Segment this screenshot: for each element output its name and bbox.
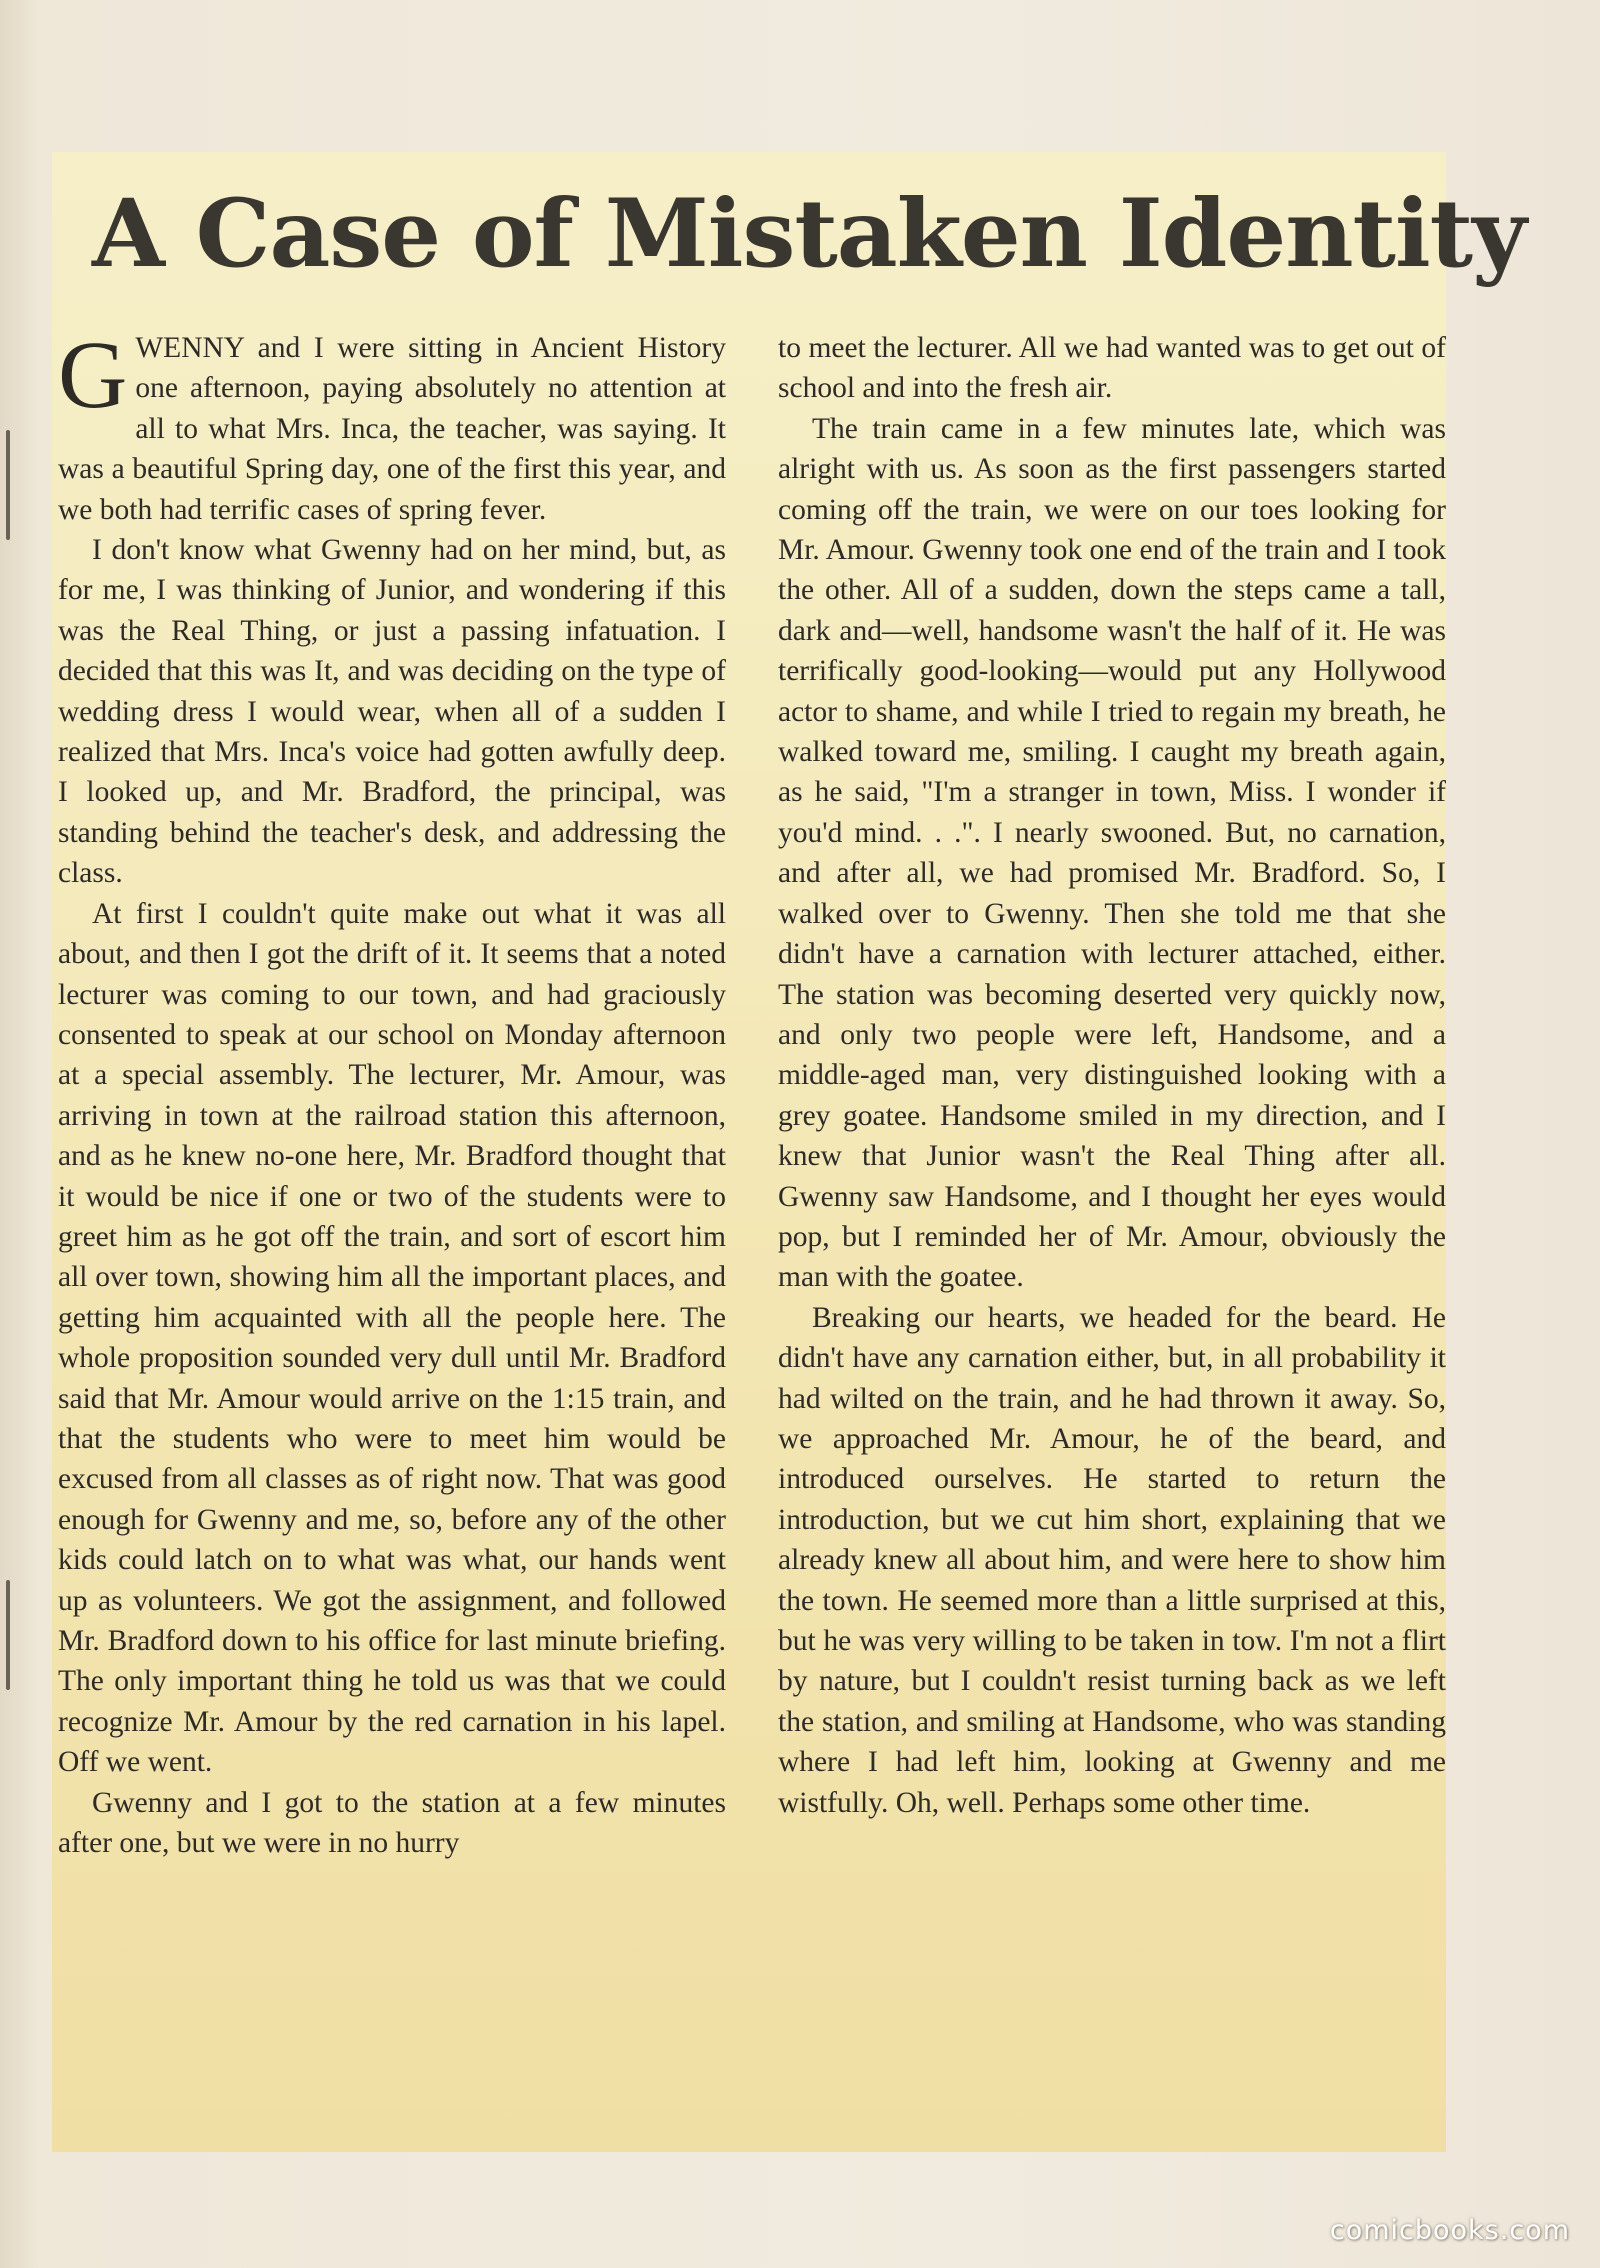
paragraph: Gwenny and I got to the station at a few minutes after one, but we were in no hurry (58, 1786, 726, 1860)
article-body (52, 321, 1446, 2138)
drop-cap: G (58, 321, 128, 428)
paragraph: At first I couldn't quite make out what it was all about, and then I got the drift of it. It seems that a noted lecturer was coming to our town, and had graciously consented to speak at our school on Monday afternoon at a special assembly. The lecturer, Mr. Amour, was arriving in town at the railroad station this afternoon, and as he knew no-one here, Mr. Bradford thought that it would be nice if one or two of the students were to greet him as he got off the train, and sort of escort him all over town, showing him all the important places, and getting him acquainted with all the people here. The whole proposition sounded very dull until Mr. Bradford said that Mr. Amour would arrive on the 1:15 train, and that the students who were to meet him would be excused from all classes as of right now. That was good enough for Gwenny and me, so, before any of the other kids could latch on to what was what, our hands went up as volunteers. We got the assignment, and followed Mr. Bradford down to his office for last minute briefing. The only important thing he told us was that we could recognize Mr. Amour by the red carnation in his lapel. Off we went. (58, 897, 726, 1779)
paragraph: I don't know what Gwenny had on her mind, but, as for me, I was thinking of Junior, and wondering if this was the Real Thing, or just a passing infatuation. I decided that this was It, and was deciding on the type of wedding dress I would wear, when all of a sudden I realized that Mrs. Inca's voice had gotten awfully deep. I looked up, and Mr. Bradford, the principal, was standing behind the teacher's desk, and addressing the class. (58, 534, 726, 890)
article-title: A Case of Mistaken Identity (92, 179, 1526, 289)
watermark: comicbooks.com (1329, 2215, 1570, 2246)
article-panel (52, 152, 1526, 2152)
paragraph: Breaking our hearts, we headed for the beard. He didn't have any carnation either, but, in all probability it had wilted on the train, and he had thrown it away. So, we approached Mr. Amour, he of the beard, and introduced ourselves. He started to return the introduction, but we cut him short, explaining that we already knew all about him, and were here to show him the town. He seemed more than a little surprised at this, but he was very willing to be taken in tow. I'm not a flirt by nature, but I couldn't resist turning back as we left the station, and smiling at Handsome, who was standing where I had left him, looking at Gwenny and me wistfully. Oh, well. Perhaps some other time. (778, 1301, 1446, 1819)
column-left (58, 321, 726, 1863)
paragraph (58, 321, 726, 530)
column-right (778, 328, 1446, 1823)
paragraph: The train came in a few minutes late, which was alright with us. As soon as the first passengers started coming off the train, we were on our toes looking for Mr. Amour. Gwenny took one end of the train and I took the other. All of a sudden, down the steps came a tall, dark and—well, handsome wasn't the half of it. He was terrifically good-looking—would put any Hollywood actor to shame, and while I tried to regain my breath, he walked toward me, smiling. I caught my breath again, as he said, "I'm a stranger in town, Miss. I wonder if you'd mind. . .". I nearly swooned. But, no carnation, and after all, we had promised Mr. Bradford. So, I walked over to Gwenny. Then she told me that she didn't have a carnation with lecturer attached, either. The station was becoming deserted very quickly now, and only two people were left, Handsome, and a middle-aged man, very distinguished looking with a grey goatee. Handsome smiled in my direction, and I knew that Junior wasn't the Real Thing after all. Gwenny saw Handsome, and I thought her eyes would pop, but I reminded her of Mr. Amour, obviously the man with the goatee. (778, 412, 1446, 1294)
paragraph: to meet the lecturer. All we had wanted was to get out of school and into the fresh air. (778, 332, 1446, 405)
binding-mark-top (6, 430, 10, 540)
paragraph-text: WENNY and I were sitting in Ancient History one afternoon, paying absolutely no attention at all to what Mrs. Inca, the teacher, was saying. It was a beautiful Spring day, one of the first this year, and we both had terrific cases of spring fever. (58, 332, 726, 526)
binding-mark-bottom (6, 1580, 10, 1690)
